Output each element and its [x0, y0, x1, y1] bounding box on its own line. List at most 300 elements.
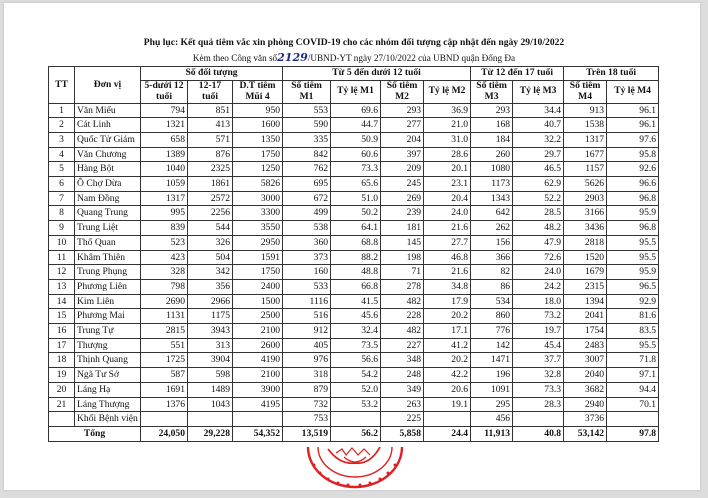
row-tl-m4: 97.1: [607, 368, 659, 383]
row-5-12: 1040: [141, 162, 188, 177]
total-m1: 13,519: [283, 426, 331, 441]
row-m2: 397: [381, 147, 424, 162]
row-dt-mui4: 3000: [233, 191, 283, 206]
row-dt-mui4: 3300: [233, 206, 283, 221]
row-dt-mui4: 4195: [233, 397, 283, 412]
header-m1: Số tiêm M1: [283, 80, 331, 103]
row-don-vi: Phương Liên: [75, 279, 141, 294]
row-m3: 184: [471, 132, 513, 147]
row-m4: 2940: [564, 397, 607, 412]
table-row: [49, 338, 659, 353]
table-row: [49, 235, 659, 250]
row-12-17: 2966: [188, 294, 233, 309]
total-5-12: 24,050: [141, 426, 188, 441]
row-5-12: 2815: [141, 324, 188, 339]
row-tt: 12: [49, 265, 75, 280]
row-don-vi: Ô Chợ Dừa: [75, 177, 141, 192]
row-tl-m3: 24.0: [513, 265, 564, 280]
row-tt: [49, 412, 75, 427]
row-m2: 204: [381, 132, 424, 147]
row-m1: 499: [283, 206, 331, 221]
row-tl-m2: 19.1: [424, 397, 471, 412]
row-12-17: [188, 412, 233, 427]
row-tl-m2: 28.6: [424, 147, 471, 162]
row-dt-mui4: 2500: [233, 309, 283, 324]
row-m3: 860: [471, 309, 513, 324]
row-m3: 534: [471, 294, 513, 309]
row-tl-m2: 46.8: [424, 250, 471, 265]
total-tl-m2: 24.4: [424, 426, 471, 441]
row-m2: 482: [381, 294, 424, 309]
row-don-vi: Khâm Thiên: [75, 250, 141, 265]
row-m3: 168: [471, 118, 513, 133]
row-tl-m4: 95.5: [607, 235, 659, 250]
row-m2: 263: [381, 397, 424, 412]
row-m4: 1317: [564, 132, 607, 147]
row-tl-m1: 68.8: [331, 235, 381, 250]
row-tl-m3: 73.2: [513, 309, 564, 324]
header-m3: Số tiêm M3: [471, 80, 513, 103]
row-5-12: 551: [141, 338, 188, 353]
row-tl-m2: 20.1: [424, 162, 471, 177]
row-tl-m2: 27.7: [424, 235, 471, 250]
row-12-17: 3904: [188, 353, 233, 368]
row-don-vi: Trung Tự: [75, 324, 141, 339]
row-5-12: 1389: [141, 147, 188, 162]
row-don-vi: Nam Đồng: [75, 191, 141, 206]
header-group-18: Trên 18 tuổi: [564, 67, 659, 81]
row-don-vi: Khối Bệnh viện: [75, 412, 141, 427]
row-m2: 181: [381, 221, 424, 236]
row-m2: 293: [381, 103, 424, 118]
row-tl-m1: 73.5: [331, 338, 381, 353]
total-12-17: 29,228: [188, 426, 233, 441]
row-tl-m3: 34.4: [513, 103, 564, 118]
row-m2: 277: [381, 118, 424, 133]
row-12-17: 851: [188, 103, 233, 118]
table-row: [49, 221, 659, 236]
table-row: [49, 250, 659, 265]
row-m3: 82: [471, 265, 513, 280]
header-tl-m3: Tỷ lệ M3: [513, 80, 564, 103]
row-tl-m1: 69.6: [331, 103, 381, 118]
row-tt: 9: [49, 221, 75, 236]
row-dt-mui4: 2950: [233, 235, 283, 250]
total-m3: 11,913: [471, 426, 513, 441]
row-12-17: 1489: [188, 382, 233, 397]
row-dt-mui4: 5826: [233, 177, 283, 192]
row-m2: 348: [381, 353, 424, 368]
row-m4: 1157: [564, 162, 607, 177]
row-don-vi: Văn Chương: [75, 147, 141, 162]
row-12-17: 598: [188, 368, 233, 383]
row-tl-m2: 21.0: [424, 118, 471, 133]
header-don-vi: Đơn vị: [75, 67, 141, 104]
table-row: [49, 103, 659, 118]
row-m2: 228: [381, 309, 424, 324]
row-dt-mui4: 950: [233, 103, 283, 118]
row-tl-m3: 28.3: [513, 397, 564, 412]
row-5-12: 658: [141, 132, 188, 147]
row-m3: 1173: [471, 177, 513, 192]
row-don-vi: Láng Thượng: [75, 397, 141, 412]
row-tl-m1: 50.2: [331, 206, 381, 221]
row-tt: 3: [49, 132, 75, 147]
row-m4: 2041: [564, 309, 607, 324]
row-tl-m1: 52.0: [331, 382, 381, 397]
row-m2: 269: [381, 191, 424, 206]
row-5-12: 2690: [141, 294, 188, 309]
row-m1: 732: [283, 397, 331, 412]
row-tt: 5: [49, 162, 75, 177]
row-tl-m2: 17.1: [424, 324, 471, 339]
row-5-12: 328: [141, 265, 188, 280]
document-subtitle: [0, 51, 708, 64]
row-tl-m4: 70.1: [607, 397, 659, 412]
row-tl-m4: 94.4: [607, 382, 659, 397]
row-m1: 553: [283, 103, 331, 118]
row-m3: 366: [471, 250, 513, 265]
row-m3: 456: [471, 412, 513, 427]
table-row: [49, 368, 659, 383]
row-5-12: 523: [141, 235, 188, 250]
row-don-vi: Thịnh Quang: [75, 353, 141, 368]
row-tl-m2: 41.2: [424, 338, 471, 353]
table-row: [49, 118, 659, 133]
row-tt: 8: [49, 206, 75, 221]
row-m2: 248: [381, 368, 424, 383]
row-tl-m1: 54.2: [331, 368, 381, 383]
row-12-17: 1175: [188, 309, 233, 324]
row-dt-mui4: 1750: [233, 147, 283, 162]
row-tl-m2: 20.2: [424, 353, 471, 368]
row-tl-m4: 96.1: [607, 103, 659, 118]
row-tt: 2: [49, 118, 75, 133]
row-m1: 360: [283, 235, 331, 250]
row-tl-m3: 29.7: [513, 147, 564, 162]
row-5-12: 839: [141, 221, 188, 236]
table-row: [49, 412, 659, 427]
row-12-17: 3943: [188, 324, 233, 339]
row-m3: 1091: [471, 382, 513, 397]
row-tl-m1: 53.2: [331, 397, 381, 412]
subtitle-suffix: /UBND-YT ngày 27/10/2022 của UBND quận Đống Đa: [307, 53, 516, 63]
row-tl-m3: [513, 412, 564, 427]
row-m2: 482: [381, 324, 424, 339]
row-m4: 2315: [564, 279, 607, 294]
row-m1: 912: [283, 324, 331, 339]
handwritten-document-number: 2129: [277, 51, 308, 64]
row-tl-m2: 21.6: [424, 221, 471, 236]
row-12-17: 544: [188, 221, 233, 236]
row-don-vi: Láng Hạ: [75, 382, 141, 397]
table-row: [49, 279, 659, 294]
row-tl-m4: 92.6: [607, 162, 659, 177]
row-tl-m2: 36.9: [424, 103, 471, 118]
row-tt: 20: [49, 382, 75, 397]
row-m1: 538: [283, 221, 331, 236]
row-tt: 1: [49, 103, 75, 118]
row-m1: 335: [283, 132, 331, 147]
row-tl-m4: 96.6: [607, 177, 659, 192]
row-m2: 145: [381, 235, 424, 250]
row-dt-mui4: 3550: [233, 221, 283, 236]
row-tl-m4: 95.9: [607, 206, 659, 221]
row-tl-m2: [424, 412, 471, 427]
row-m1: 753: [283, 412, 331, 427]
total-m2: 5,858: [381, 426, 424, 441]
row-m4: 3736: [564, 412, 607, 427]
row-12-17: 571: [188, 132, 233, 147]
official-red-seal-stamp: [300, 443, 410, 489]
row-tl-m3: 19.7: [513, 324, 564, 339]
row-12-17: 504: [188, 250, 233, 265]
row-tt: 19: [49, 368, 75, 383]
row-tl-m1: 32.4: [331, 324, 381, 339]
row-tl-m4: 95.9: [607, 265, 659, 280]
row-tl-m3: 47.9: [513, 235, 564, 250]
table-row: [49, 397, 659, 412]
row-tl-m2: 17.9: [424, 294, 471, 309]
row-dt-mui4: 3900: [233, 382, 283, 397]
row-tl-m1: 56.6: [331, 353, 381, 368]
row-12-17: 342: [188, 265, 233, 280]
header-12-17: 12-17 tuổi: [188, 80, 233, 103]
row-don-vi: Trung Liệt: [75, 221, 141, 236]
row-tl-m3: 45.4: [513, 338, 564, 353]
header-tt: TT: [49, 67, 75, 104]
row-tl-m2: 31.0: [424, 132, 471, 147]
row-tl-m4: 95.8: [607, 147, 659, 162]
row-m4: 1394: [564, 294, 607, 309]
row-dt-mui4: 2100: [233, 324, 283, 339]
row-tl-m4: 71.8: [607, 353, 659, 368]
row-5-12: 1376: [141, 397, 188, 412]
row-m3: 86: [471, 279, 513, 294]
row-dt-mui4: 1600: [233, 118, 283, 133]
table-row: [49, 294, 659, 309]
row-tt: 17: [49, 338, 75, 353]
row-5-12: 995: [141, 206, 188, 221]
total-m4: 53,142: [564, 426, 607, 441]
table-row: [49, 206, 659, 221]
row-tl-m4: 95.5: [607, 338, 659, 353]
row-12-17: 1043: [188, 397, 233, 412]
row-don-vi: Phương Mai: [75, 309, 141, 324]
row-don-vi: Ngã Tư Sở: [75, 368, 141, 383]
row-m3: 293: [471, 103, 513, 118]
row-m2: 227: [381, 338, 424, 353]
row-12-17: 326: [188, 235, 233, 250]
row-tl-m1: 64.1: [331, 221, 381, 236]
header-m4: Số tiêm M4: [564, 80, 607, 103]
row-m3: 776: [471, 324, 513, 339]
table-row: [49, 353, 659, 368]
row-tl-m4: 96.5: [607, 279, 659, 294]
row-tl-m2: 23.1: [424, 177, 471, 192]
row-tl-m1: 66.8: [331, 279, 381, 294]
row-tl-m2: 21.6: [424, 265, 471, 280]
table-row: [49, 191, 659, 206]
row-tl-m4: 81.6: [607, 309, 659, 324]
row-tl-m4: 96.1: [607, 118, 659, 133]
header-group-so-doi-tuong: Số đối tượng: [141, 67, 283, 81]
row-m4: 1538: [564, 118, 607, 133]
row-12-17: 1861: [188, 177, 233, 192]
row-tl-m2: 34.8: [424, 279, 471, 294]
row-tt: 21: [49, 397, 75, 412]
row-don-vi: Trung Phụng: [75, 265, 141, 280]
row-m2: 239: [381, 206, 424, 221]
row-m1: 1116: [283, 294, 331, 309]
row-5-12: 1317: [141, 191, 188, 206]
row-5-12: 1321: [141, 118, 188, 133]
row-m1: 590: [283, 118, 331, 133]
row-m2: 71: [381, 265, 424, 280]
row-tl-m1: 48.8: [331, 265, 381, 280]
row-tl-m4: 97.6: [607, 132, 659, 147]
row-tl-m3: 72.6: [513, 250, 564, 265]
row-tt: 16: [49, 324, 75, 339]
row-tt: 7: [49, 191, 75, 206]
row-m4: 913: [564, 103, 607, 118]
row-tl-m4: [607, 412, 659, 427]
row-tl-m3: 24.2: [513, 279, 564, 294]
header-5-12: 5-dưới 12 tuổi: [141, 80, 188, 103]
row-dt-mui4: [233, 412, 283, 427]
row-m4: 3166: [564, 206, 607, 221]
row-m4: 2818: [564, 235, 607, 250]
row-m3: 295: [471, 397, 513, 412]
row-m1: 695: [283, 177, 331, 192]
row-12-17: 2256: [188, 206, 233, 221]
row-tl-m1: 60.6: [331, 147, 381, 162]
row-don-vi: Hàng Bột: [75, 162, 141, 177]
row-m1: 405: [283, 338, 331, 353]
total-dt-mui4: 54,352: [233, 426, 283, 441]
row-tl-m3: 48.2: [513, 221, 564, 236]
row-don-vi: Thổ Quan: [75, 235, 141, 250]
row-m3: 1471: [471, 353, 513, 368]
vaccination-results-table: [48, 66, 659, 442]
header-m2: Số tiêm M2: [381, 80, 424, 103]
row-m4: 1520: [564, 250, 607, 265]
table-row: [49, 177, 659, 192]
row-dt-mui4: 1750: [233, 265, 283, 280]
row-m1: 762: [283, 162, 331, 177]
row-tl-m3: 18.0: [513, 294, 564, 309]
row-tl-m2: 24.0: [424, 206, 471, 221]
row-tl-m1: 65.6: [331, 177, 381, 192]
row-m4: 5626: [564, 177, 607, 192]
row-tt: 11: [49, 250, 75, 265]
row-tt: 13: [49, 279, 75, 294]
row-tl-m4: 96.8: [607, 191, 659, 206]
row-5-12: 798: [141, 279, 188, 294]
header-group-5-12: Từ 5 đến dưới 12 tuổi: [283, 67, 471, 81]
row-tt: 15: [49, 309, 75, 324]
row-tl-m1: 41.5: [331, 294, 381, 309]
total-row: [49, 426, 659, 441]
table-row: [49, 382, 659, 397]
row-tl-m2: 20.6: [424, 382, 471, 397]
row-12-17: 413: [188, 118, 233, 133]
row-m3: 196: [471, 368, 513, 383]
row-don-vi: Cát Linh: [75, 118, 141, 133]
row-m3: 1080: [471, 162, 513, 177]
row-don-vi: Văn Miếu: [75, 103, 141, 118]
row-tl-m3: 73.3: [513, 382, 564, 397]
total-tl-m3: 40.8: [513, 426, 564, 441]
row-m2: 198: [381, 250, 424, 265]
row-tl-m3: 32.8: [513, 368, 564, 383]
row-tl-m3: 62.9: [513, 177, 564, 192]
row-5-12: 1691: [141, 382, 188, 397]
header-group-12-17: Từ 12 đến 17 tuổi: [471, 67, 564, 81]
row-5-12: 794: [141, 103, 188, 118]
row-dt-mui4: 1500: [233, 294, 283, 309]
total-tl-m1: 56.2: [331, 426, 381, 441]
row-m4: 1679: [564, 265, 607, 280]
table-row: [49, 309, 659, 324]
row-tl-m4: 92.9: [607, 294, 659, 309]
row-12-17: 356: [188, 279, 233, 294]
row-m3: 1343: [471, 191, 513, 206]
row-m2: 349: [381, 382, 424, 397]
row-tl-m2: 42.2: [424, 368, 471, 383]
row-m1: 516: [283, 309, 331, 324]
row-don-vi: Kim Liên: [75, 294, 141, 309]
row-dt-mui4: 4190: [233, 353, 283, 368]
row-tl-m1: [331, 412, 381, 427]
row-tl-m3: 37.7: [513, 353, 564, 368]
row-tl-m3: 32.2: [513, 132, 564, 147]
table-row: [49, 162, 659, 177]
row-m4: 2040: [564, 368, 607, 383]
document-title: Phụ lục: Kết quả tiêm vắc xin phòng COVID-19 cho các nhóm đối tượng cập nhật đến ngày 29/10/2022: [143, 37, 565, 48]
row-don-vi: Thượng: [75, 338, 141, 353]
row-tl-m1: 73.3: [331, 162, 381, 177]
row-m4: 1754: [564, 324, 607, 339]
row-tt: 6: [49, 177, 75, 192]
row-tl-m1: 44.7: [331, 118, 381, 133]
table-row: [49, 147, 659, 162]
row-m2: 278: [381, 279, 424, 294]
row-tl-m1: 88.2: [331, 250, 381, 265]
row-12-17: 2572: [188, 191, 233, 206]
row-tt: 14: [49, 294, 75, 309]
row-m2: 225: [381, 412, 424, 427]
row-tl-m3: 28.5: [513, 206, 564, 221]
header-tl-m1: Tỷ lệ M1: [331, 80, 381, 103]
row-tt: 4: [49, 147, 75, 162]
header-tl-m4: Tỷ lệ M4: [607, 80, 659, 103]
row-tl-m2: 20.4: [424, 191, 471, 206]
row-dt-mui4: 2400: [233, 279, 283, 294]
row-5-12: 587: [141, 368, 188, 383]
row-m1: 533: [283, 279, 331, 294]
total-tl-m4: 97.8: [607, 426, 659, 441]
row-tl-m3: 52.2: [513, 191, 564, 206]
row-tl-m1: 45.6: [331, 309, 381, 324]
row-m3: 260: [471, 147, 513, 162]
row-m4: 2903: [564, 191, 607, 206]
row-tl-m4: 83.5: [607, 324, 659, 339]
row-don-vi: Quang Trung: [75, 206, 141, 221]
row-tt: 18: [49, 353, 75, 368]
row-m1: 672: [283, 191, 331, 206]
row-12-17: 2325: [188, 162, 233, 177]
